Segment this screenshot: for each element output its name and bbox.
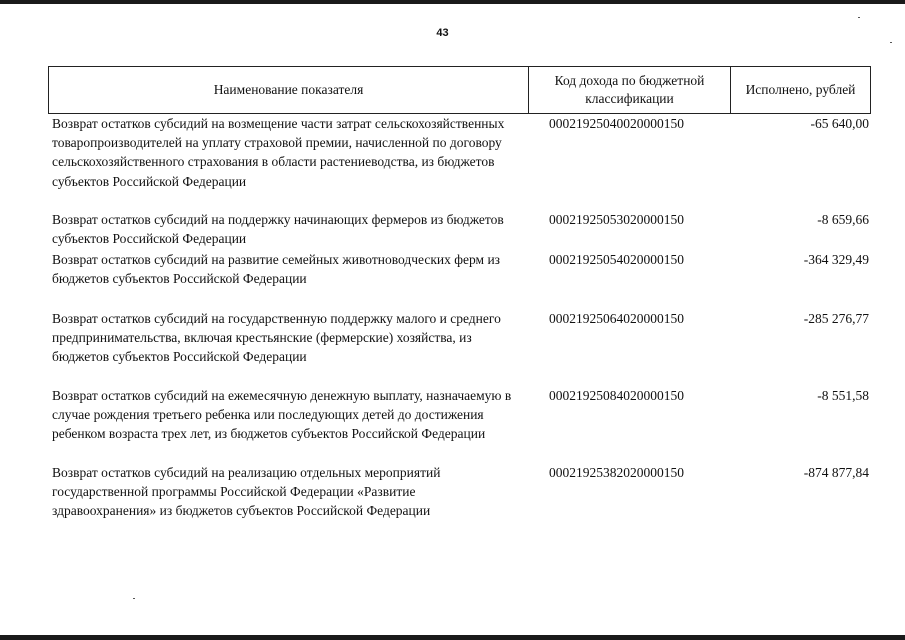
row-amount: -874 877,84 xyxy=(803,465,869,480)
row-name: Возврат остатков субсидий на ежемесячную денежную выплату, назначаемую в случае рождения третьего ребенка или последующих детей до достижения ребенком возраста трех лет, из бюджетов субъектов Российской Федерации xyxy=(52,388,512,442)
row-name: Возврат остатков субсидий на развитие семейных животноводческих ферм из бюджетов субъектов Российской Федерации xyxy=(52,252,501,287)
row-name: Возврат остатков субсидий на государственную поддержку малого и среднего предпринимательства, включая крестьянские (фермерские) хозяйства, из бюджетов субъектов Российской Федерации xyxy=(52,311,501,365)
scan-speck xyxy=(133,598,135,599)
row-code: 00021925053020000150 xyxy=(549,212,684,227)
row-amount: -364 329,49 xyxy=(803,252,869,267)
page-number: 43 xyxy=(436,27,449,39)
row-amount: -65 640,00 xyxy=(810,116,869,131)
scan-speck xyxy=(858,17,860,18)
row-amount: -8 551,58 xyxy=(817,388,869,403)
row-name: Возврат остатков субсидий на поддержку начинающих фермеров из бюджетов субъектов Российской Федерации xyxy=(52,212,504,247)
row-code: 00021925382020000150 xyxy=(549,465,684,480)
row-amount: -8 659,66 xyxy=(817,212,869,227)
row-amount: -285 276,77 xyxy=(803,311,869,326)
scan-edge-top xyxy=(0,0,905,4)
scan-edge-bottom xyxy=(0,635,905,640)
row-code: 00021925054020000150 xyxy=(549,252,684,267)
row-code: 00021925084020000150 xyxy=(549,388,684,403)
scan-speck xyxy=(890,42,892,43)
row-name: Возврат остатков субсидий на реализацию отдельных мероприятий государственной программы Российской Федерации «Развитие здравоохранения» из бюджетов субъектов Российской Федерации xyxy=(52,465,441,519)
column-header-amount: Исполнено, рублей xyxy=(745,82,856,97)
column-header-code: Код дохода по бюджетной классификации xyxy=(529,67,731,113)
row-code: 00021925064020000150 xyxy=(549,311,684,326)
row-name: Возврат остатков субсидий на возмещение части затрат сельскохозяйственных товаропроизводителей на уплату страховой премии, начисленной по договору сельскохозяйственного страхования в области растениеводства, из бюджетов субъектов Российской Федерации xyxy=(52,116,505,189)
table-header xyxy=(48,66,871,114)
row-code: 00021925040020000150 xyxy=(549,116,684,131)
column-header-name: Наименование показателя xyxy=(49,67,529,113)
